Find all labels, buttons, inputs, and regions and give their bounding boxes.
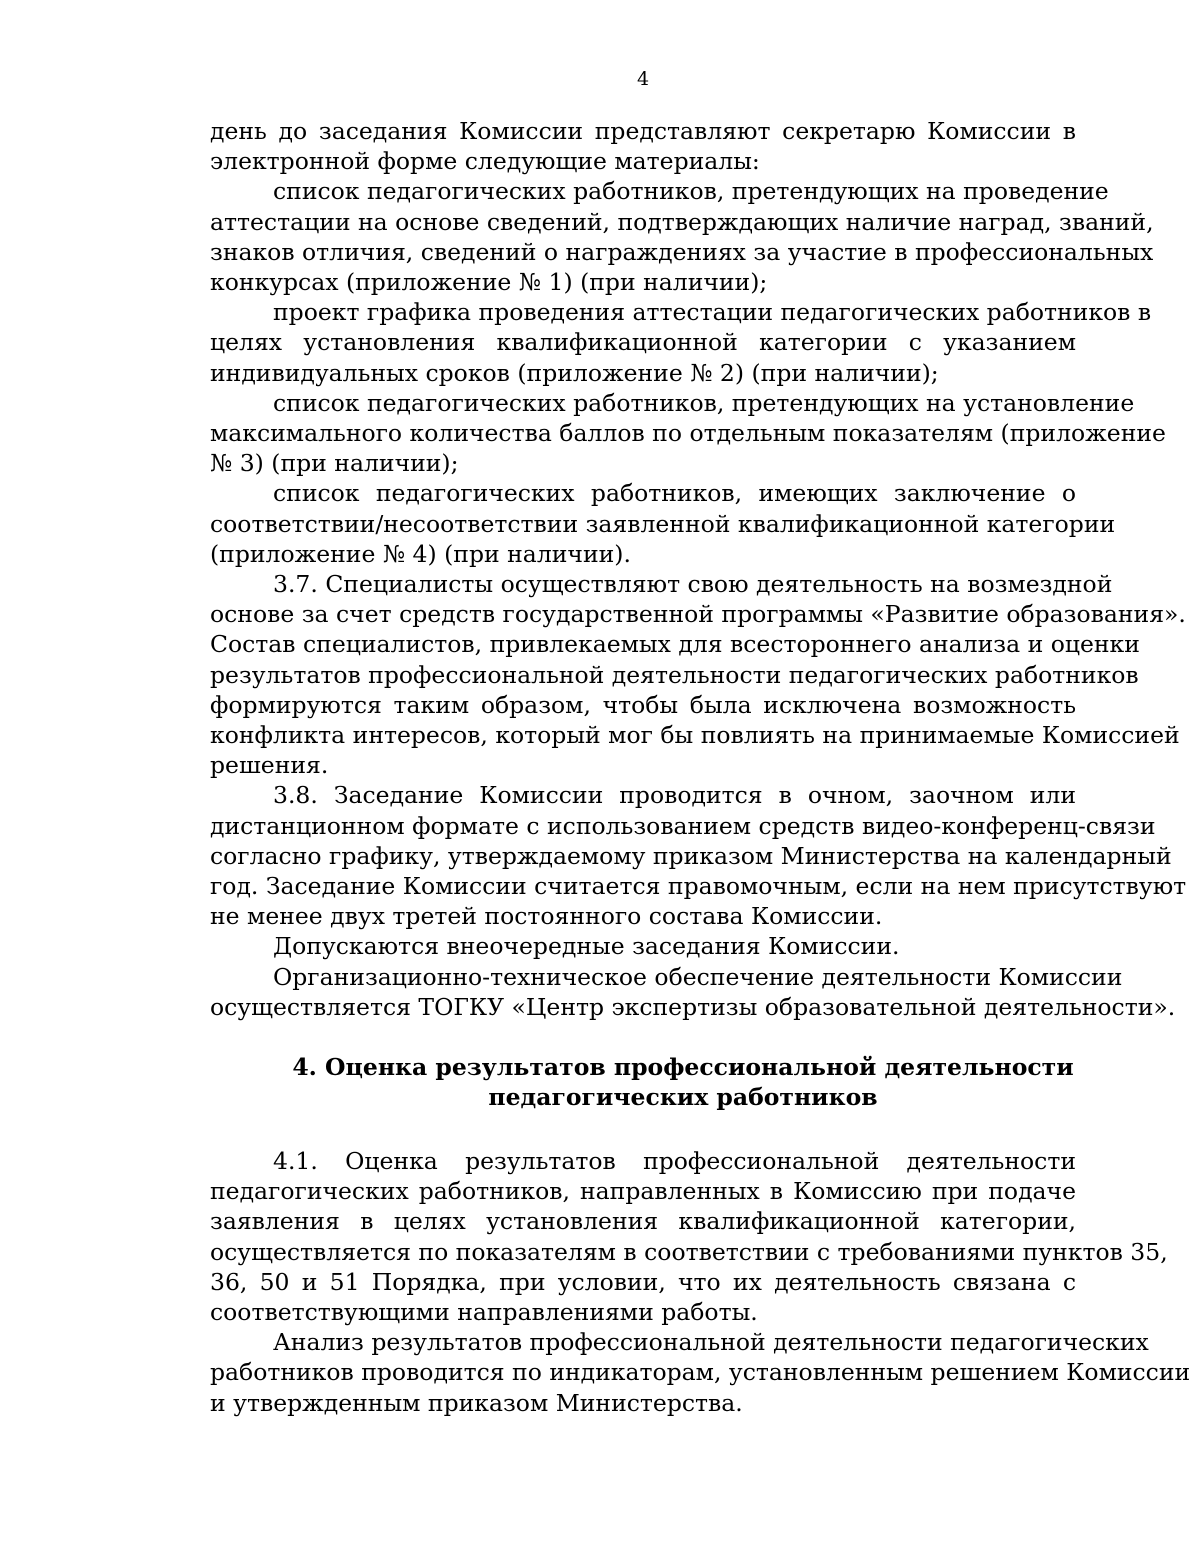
text-line: соответствии/несоответствии заявленной квалификационной категории	[210, 509, 1116, 538]
text-line: целях установления квалификационной категории с указанием	[210, 328, 1076, 357]
text-line: проект графика проведения аттестации педагогических работников в	[273, 298, 1152, 327]
text-line: Анализ результатов профессиональной деятельности педагогических	[273, 1328, 1149, 1357]
text-line: дистанционном формате с использованием средств видео-конференц-связи	[210, 811, 1156, 840]
text-line: основе за счет средств государственной программы «Развитие образования».	[210, 600, 1186, 629]
text-line: электронной форме следующие материалы:	[210, 147, 760, 176]
text-line: не менее двух третей постоянного состава Комиссии.	[210, 902, 883, 931]
text-line: Допускаются внеочередные заседания Комиссии.	[273, 932, 900, 961]
page-number: 4	[636, 68, 650, 90]
section-heading	[210, 1052, 1076, 1112]
text-line: 3.7. Специалисты осуществляют свою деятельность на возмездной	[273, 570, 1113, 599]
body-text-section-4	[210, 1146, 1191, 1418]
section-heading-line-1: 4. Оценка результатов профессиональной деятельности	[292, 1053, 1074, 1081]
text-line: формируются таким образом, чтобы была исключена возможность	[210, 690, 1076, 719]
text-line: индивидуальных сроков (приложение № 2) (при наличии);	[210, 358, 939, 387]
text-line: осуществляется по показателям в соответствии с требованиями пунктов 35,	[210, 1237, 1168, 1266]
text-line: максимального количества баллов по отдельным показателям (приложение	[210, 419, 1166, 448]
text-line: решения.	[210, 751, 329, 780]
text-line: соответствующими направлениями работы.	[210, 1298, 758, 1327]
text-line: согласно графику, утверждаемому приказом Министерства на календарный	[210, 841, 1172, 870]
text-line: Организационно-техническое обеспечение деятельности Комиссии	[273, 962, 1123, 991]
text-line: педагогических работников, направленных в Комиссию при подаче	[210, 1177, 1076, 1206]
text-line: осуществляется ТОГКУ «Центр экспертизы образовательной деятельности».	[210, 992, 1176, 1021]
text-line: результатов профессиональной деятельности педагогических работников	[210, 660, 1139, 689]
section-heading-line-2: педагогических работников	[488, 1083, 878, 1112]
text-line: Состав специалистов, привлекаемых для всестороннего анализа и оценки	[210, 630, 1140, 659]
text-line: № 3) (при наличии);	[210, 449, 459, 478]
text-line: аттестации на основе сведений, подтверждающих наличие наград, званий,	[210, 207, 1154, 236]
text-line: день до заседания Комиссии представляют секретарю Комиссии в	[210, 117, 1076, 145]
text-line: знаков отличия, сведений о награждениях за участие в профессиональных	[210, 237, 1154, 266]
text-line: список педагогических работников, претендующих на установление	[273, 388, 1135, 417]
text-line: год. Заседание Комиссии считается правомочным, если на нем присутствуют	[210, 872, 1187, 901]
text-line: работников проводится по индикаторам, установленным решением Комиссии	[210, 1358, 1191, 1387]
body-text-section-3	[210, 116, 1187, 1022]
text-line: конкурсах (приложение № 1) (при наличии);	[210, 268, 768, 297]
text-line: 4.1. Оценка результатов профессиональной деятельности	[273, 1147, 1076, 1175]
text-line: (приложение № 4) (при наличии).	[210, 539, 631, 568]
text-line: заявления в целях установления квалификационной категории,	[210, 1207, 1076, 1236]
text-line: конфликта интересов, который мог бы повлиять на принимаемые Комиссией	[210, 721, 1180, 750]
text-line: список педагогических работников, имеющих заключение о	[273, 479, 1076, 508]
text-line: 36, 50 и 51 Порядка, при условии, что их деятельность связана с	[210, 1267, 1076, 1296]
text-line: и утвержденным приказом Министерства.	[210, 1388, 743, 1417]
text-line: 3.8. Заседание Комиссии проводится в очном, заочном или	[273, 781, 1076, 810]
text-line: список педагогических работников, претендующих на проведение	[273, 177, 1109, 206]
